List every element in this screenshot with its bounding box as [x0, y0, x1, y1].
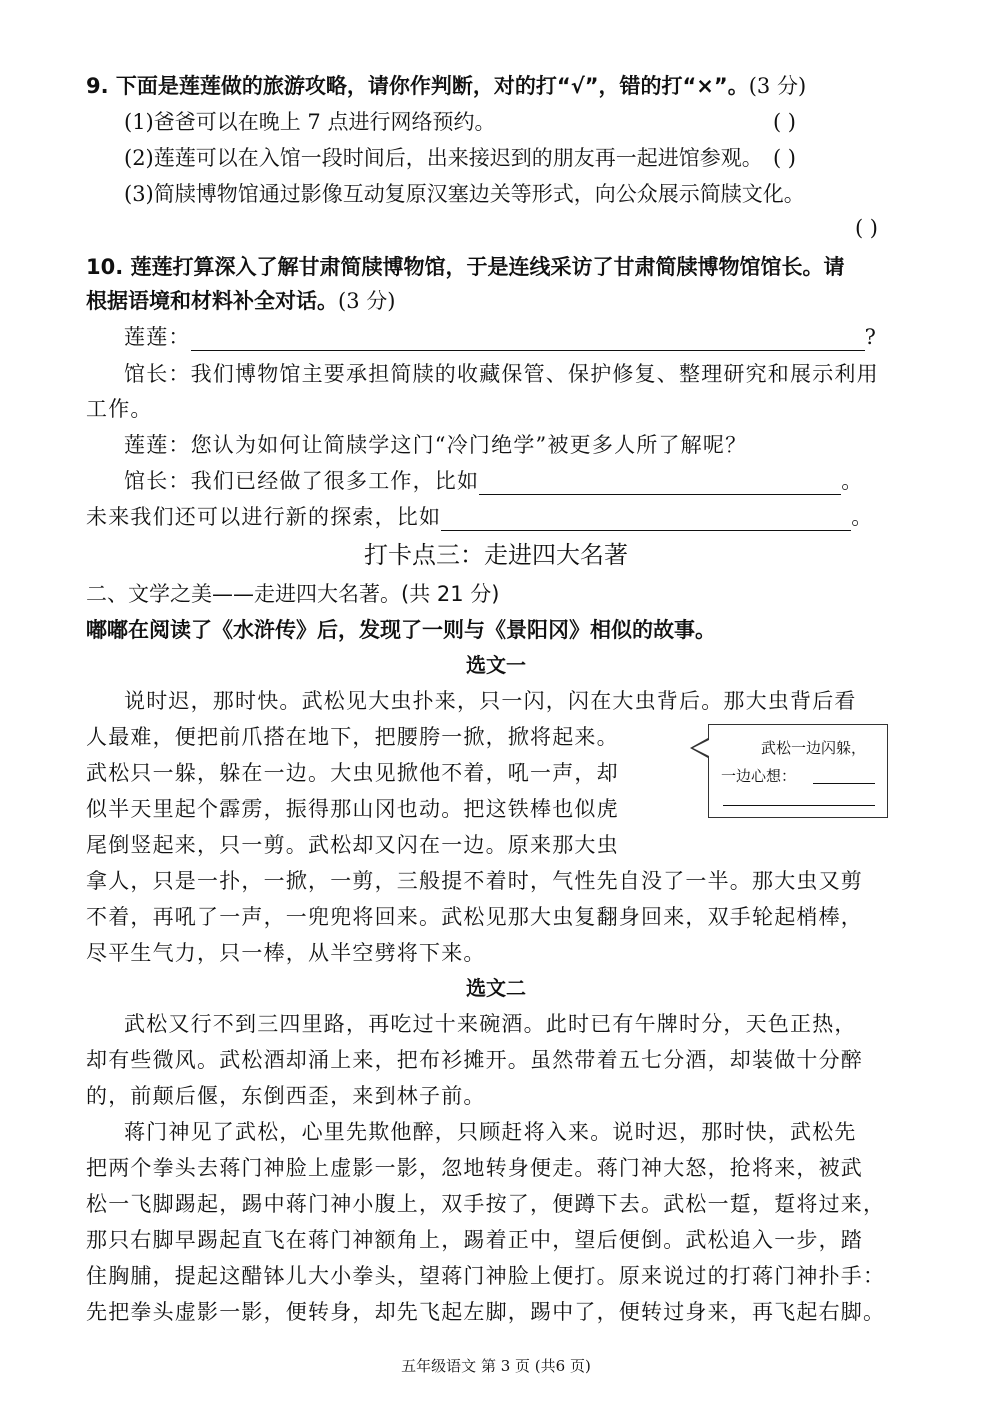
q9-item-1: [124, 108, 908, 136]
passage1-line-7: 不着，再吼了一声，一兜兜将回来。武松见那大虫复翻身回来，双手轮起梢棒，: [86, 905, 863, 929]
thought-bubble: [708, 724, 888, 818]
passage2-line-7: 那只右脚早踢起直飞在蒋门神额角上，踢着正中，望后便倒。武松追入一步，踏: [86, 1228, 863, 1252]
q9-score: (3 分): [748, 74, 807, 98]
passage2-line-9: 先把拳头虚影一影，便转身，却先飞起左脚，踢中了，便转过身来，再飞起右脚。: [86, 1300, 886, 1324]
q10-dialogue-4: [124, 467, 908, 495]
q9-item-1-answer[interactable]: ( ): [772, 110, 796, 134]
passage1-title: 选文一: [466, 653, 526, 677]
q10-stem-line1: 10. 莲莲打算深入了解甘肃简牍博物馆，于是连线采访了甘肃简牍博物馆馆长。请: [86, 255, 845, 279]
passage2-line-4: 蒋门神见了武松，心里先欺他醉，只顾赶将入来。说时迟，那时快，武松先: [124, 1120, 857, 1144]
passage2-line-1: 武松又行不到三四里路，再吃过十来碗酒。此时已有午牌时分，天色正热，: [124, 1012, 857, 1036]
part2-score: (共 21 分): [401, 582, 500, 606]
passage2-line-2: 却有些微风。武松酒却涌上来，把布衫摊开。虽然带着五七分酒，却装做十分醉: [86, 1048, 863, 1072]
passage1-line-6: 拿人，只是一扑，一掀，一剪，三般提不着时，气性先自没了一半。那大虫又剪: [86, 869, 863, 893]
q10-d5-end: 。: [851, 505, 874, 529]
q10-d1-end: ?: [864, 325, 878, 349]
passage1-line-5: 尾倒竖起来，只一剪。武松却又闪在一边。原来那大虫: [86, 833, 619, 857]
q9-item-2: [124, 144, 908, 172]
q9-item-1-text: (1)爸爸可以在晚上 7 点进行网络预约。: [124, 110, 496, 134]
q9-item-3: [124, 180, 908, 208]
q10-score: (3 分): [338, 289, 396, 313]
passage1-line-2: 人最难，便把前爪搭在地下，把腰胯一掀，掀将起来。: [86, 725, 619, 749]
q10-d5-prefix: 未来我们还可以进行新的探索，比如: [86, 505, 442, 529]
passage1-line-8: 尽平生气力，只一棒，从半空劈将下来。: [86, 941, 486, 965]
passage1-line-3: 武松只一躲，躲在一边。大虫见掀他不着，吼一声，却: [86, 761, 619, 785]
bubble-tail-inner: [693, 740, 709, 756]
q9-item-2-answer[interactable]: ( ): [772, 146, 796, 170]
passage1-line-1: 说时迟，那时快。武松见大虫扑来，只一闪，闪在大虫背后。那大虫背后看: [124, 689, 857, 713]
bubble-line-2: 一边心想：: [721, 767, 797, 785]
bubble-answer-blank-2[interactable]: [723, 805, 875, 806]
page-footer: 五年级语文 第 3 页 (共6 页): [401, 1357, 591, 1375]
q10-stem-line2-text: 根据语境和材料补全对话。: [86, 289, 338, 313]
section-title: 打卡点三：走进四大名著: [364, 541, 628, 569]
q9-stem: [86, 72, 908, 100]
q9-item-3-answer[interactable]: ( ): [854, 216, 878, 240]
passage2-line-6: 松一飞脚踢起，踢中蒋门神小腹上，双手按了，便蹲下去。武松一踅，踅将过来，: [86, 1192, 886, 1216]
bubble-line-1: 武松一边闪躲，: [761, 739, 867, 757]
passage1-line-4: 似半天里起个霹雳，振得那山冈也动。把这铁棒也似虎: [86, 797, 619, 821]
q9-item-2-text: (2)莲莲可以在入馆一段时间后，出来接迟到的朋友再一起进馆参观。: [124, 146, 763, 170]
q10-dialogue-2-line2: 工作。: [86, 397, 153, 421]
q9-item-3-text: (3)简牍博物馆通过影像互动复原汉塞边关等形式，向公众展示简牍文化。: [124, 182, 805, 206]
q10-d1-speaker: 莲莲：: [124, 325, 191, 349]
q10-dialogue-1: [124, 323, 908, 351]
q10-dialogue-5: [86, 503, 908, 531]
passage2-line-3: 的，前颠后偃，东倒西歪，来到林子前。: [86, 1084, 486, 1108]
q10-dialogue-2-line1: 馆长：我们博物馆主要承担简牍的收藏保管、保护修复、整理研究和展示利用: [124, 362, 879, 386]
q10-stem-line2: [86, 287, 908, 315]
part2-intro: 嘟嘟在阅读了《水浒传》后，发现了一则与《景阳冈》相似的故事。: [86, 618, 716, 642]
q10-d1-answer-blank[interactable]: [191, 328, 865, 351]
part2-heading: [86, 580, 908, 608]
q10-d5-answer-blank[interactable]: [441, 508, 851, 531]
bubble-answer-blank-1[interactable]: [813, 783, 875, 784]
q9-stem-text: 9. 下面是莲莲做的旅游攻略，请你作判断，对的打“√”，错的打“×”。: [86, 74, 749, 98]
q10-d4-end: 。: [841, 469, 864, 493]
passage2-title: 选文二: [466, 976, 526, 1000]
passage2-line-5: 把两个拳头去蒋门神脸上虚影一影，忽地转身便走。蒋门神大怒，抢将来，被武: [86, 1156, 863, 1180]
passage2-line-8: 住胸脯，提起这醋钵儿大小拳头，望蒋门神脸上便打。原来说过的打蒋门神扑手：: [86, 1264, 886, 1288]
q10-d4-answer-blank[interactable]: [479, 472, 841, 495]
q10-dialogue-3: 莲莲：您认为如何让简牍学这门“冷门绝学”被更多人所了解呢？: [124, 433, 748, 457]
part2-heading-text: 二、文学之美——走进四大名著。: [86, 582, 401, 606]
q10-d4-prefix: 馆长：我们已经做了很多工作，比如: [124, 469, 480, 493]
